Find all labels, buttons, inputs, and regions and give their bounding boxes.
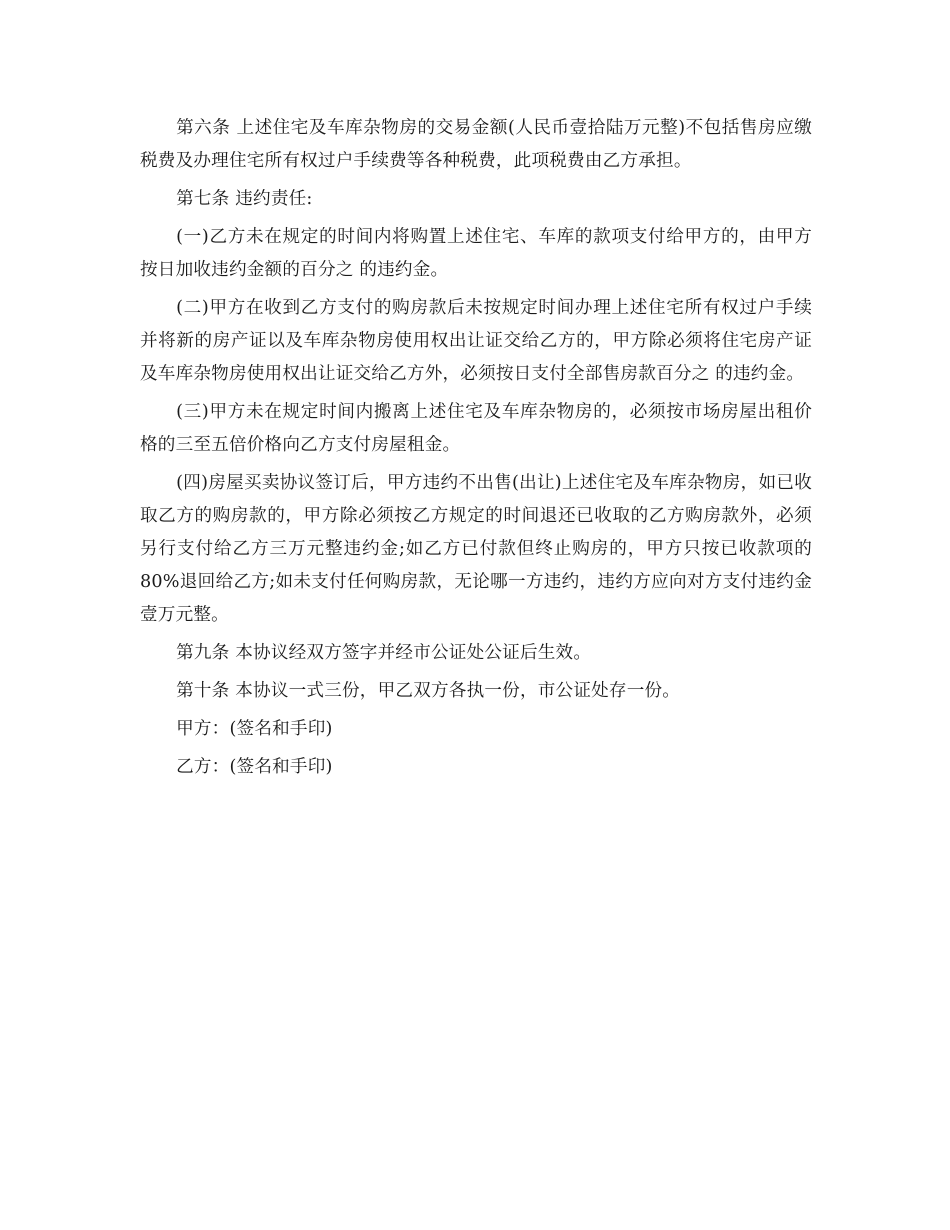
article-6-paragraph: 第六条 上述住宅及车库杂物房的交易金额(人民币壹拾陆万元整)不包括售房应缴税费及办理住宅所有权过户手续费等各种税费，此项税费由乙方承担。: [140, 118, 812, 171]
clause-4-paragraph: (四)房屋买卖协议签订后，甲方违约不出售(出让)上述住宅及车库杂物房，如已收取乙方的购房款的，甲方除必须按乙方规定的时间退还已收取的乙方购房款外，必须另行支付给乙方三万元整违约金;如乙方已付款但终止购房的，甲方只按已收款项的 80%退回给乙方;如未支付任何购房款，无论哪一方违约，违约方应向对方支付违约金壹万元整。: [140, 473, 812, 625]
document-page: [140, 112, 812, 790]
article-9-paragraph: 第九条 本协议经双方签字并经市公证处公证后生效。: [176, 643, 592, 663]
article-7-heading: 第七条 违约责任:: [176, 189, 313, 209]
clause-2-paragraph: (二)甲方在收到乙方支付的购房款后未按规定时间办理上述住宅所有权过户手续并将新的房产证以及车库杂物房使用权出让证交给乙方的，甲方除必须将住宅房产证及车库杂物房使用权出让证交给乙方外，必须按日支付全部售房款百分之 的违约金。: [140, 298, 812, 384]
party-b-signature-line: 乙方：(签名和手印): [176, 757, 333, 777]
clause-1-paragraph: (一)乙方未在规定的时间内将购置上述住宅、车库的款项支付给甲方的，由甲方按日加收违约金额的百分之 的违约金。: [140, 227, 812, 280]
party-a-signature-line: 甲方：(签名和手印): [176, 719, 333, 739]
article-10-paragraph: 第十条 本协议一式三份，甲乙双方各执一份，市公证处存一份。: [176, 681, 681, 701]
clause-3-paragraph: (三)甲方未在规定时间内搬离上述住宅及车库杂物房的，必须按市场房屋出租价格的三至五倍价格向乙方支付房屋租金。: [140, 402, 812, 455]
